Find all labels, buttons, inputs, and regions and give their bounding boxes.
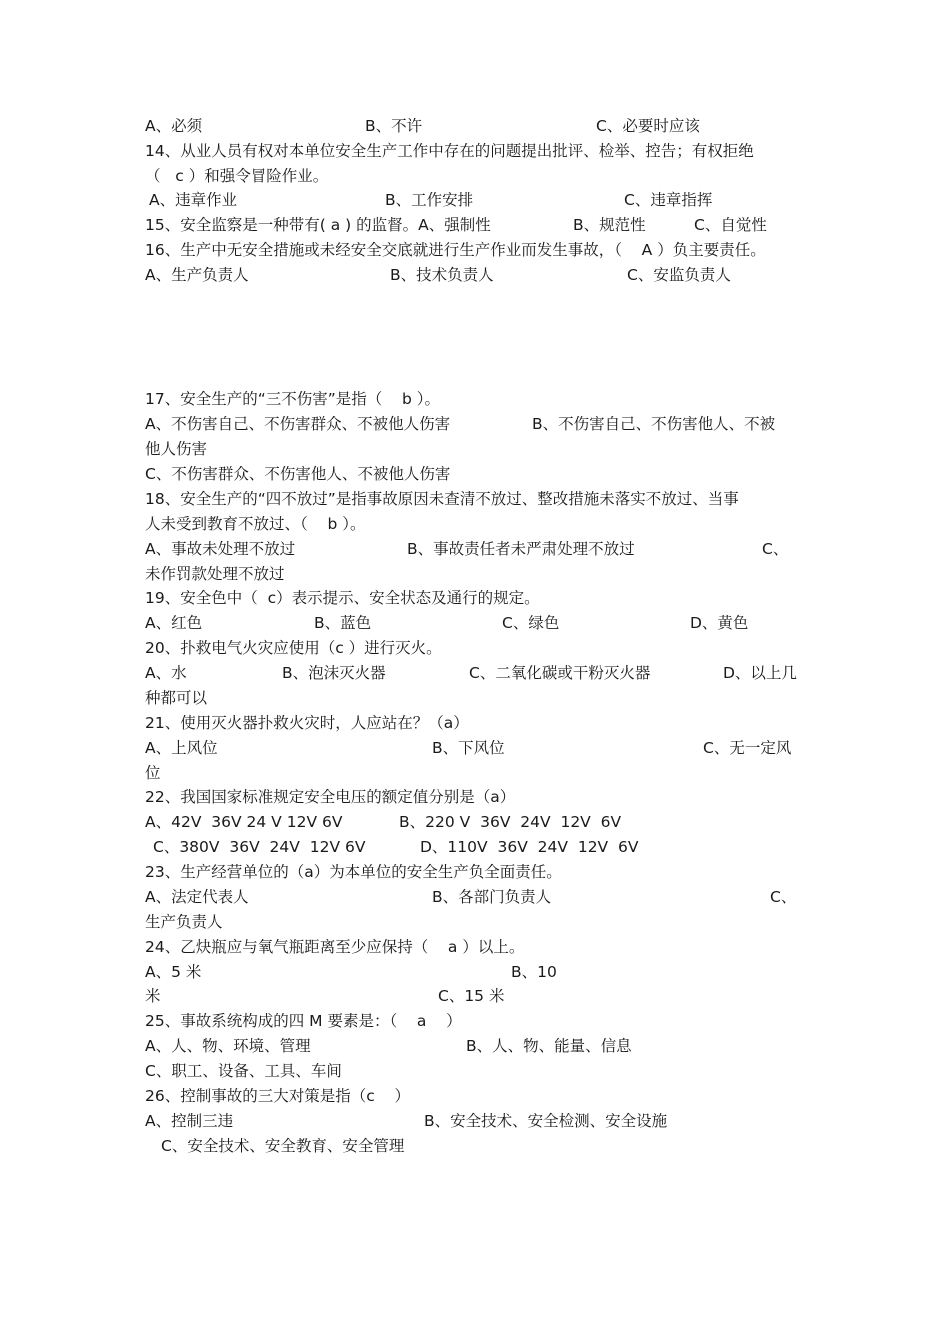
text-segment: C、绿色 (502, 614, 560, 632)
text-line (0, 611, 950, 636)
text-line (0, 213, 950, 238)
text-line (0, 835, 950, 860)
text-segment: B、10 (511, 963, 557, 981)
text-segment: （ c ）和强令冒险作业。 (145, 167, 329, 185)
text-segment: D、以上几 (723, 664, 797, 682)
text-segment: 生产负责人 (145, 913, 223, 931)
text-segment: 23、生产经营单位的（a）为本单位的安全生产负全面责任。 (145, 863, 562, 881)
text-line (0, 1134, 950, 1159)
text-segment: 16、生产中无安全措施或未经安全交底就进行生产作业而发生事故，（ A ）负主要责任。 (145, 241, 766, 259)
text-segment: C、不伤害群众、不伤害他人、不被他人伤害 (145, 465, 451, 483)
text-segment: A、不伤害自己、不伤害群众、不被他人伤害 (145, 415, 451, 433)
text-segment: 未作罚款处理不放过 (145, 565, 285, 583)
text-line (0, 263, 950, 288)
text-segment: A、水 (145, 664, 187, 682)
text-line (0, 1084, 950, 1109)
text-line (0, 910, 950, 935)
text-segment: 25、事故系统构成的四 M 要素是：（ a ） (145, 1012, 462, 1030)
text-segment: C、必要时应该 (596, 117, 700, 135)
text-line (0, 785, 950, 810)
text-segment: B、规范性 (573, 216, 646, 234)
text-segment: 米 (145, 987, 161, 1005)
text-segment: 26、控制事故的三大对策是指（c ） (145, 1087, 410, 1105)
text-segment: 他人伤害 (145, 440, 208, 458)
text-segment: A、控制三违 (145, 1112, 234, 1130)
text-segment: A、红色 (145, 614, 203, 632)
text-line (0, 960, 950, 985)
text-segment: C、二氧化碳或干粉灭火器 (469, 664, 651, 682)
text-segment: C、职工、设备、工具、车间 (145, 1062, 342, 1080)
text-segment: 18、安全生产的“四不放过”是指事故原因未查清不放过、整改措施未落实不放过、当事 (145, 490, 739, 508)
text-line (0, 636, 950, 661)
text-segment: B、220 V 36V 24V 12V 6V (399, 813, 622, 831)
text-line (0, 512, 950, 537)
text-segment: C、无一定风 (703, 739, 792, 757)
text-line (0, 661, 950, 686)
text-segment: C、380V 36V 24V 12V 6V (153, 838, 366, 856)
text-segment: B、事故责任者未严肃处理不放过 (407, 540, 635, 558)
text-segment: B、工作安排 (385, 191, 474, 209)
text-segment: A、42V 36V 24 V 12V 6V (145, 813, 343, 831)
text-segment: D、黄色 (690, 614, 749, 632)
text-line (0, 487, 950, 512)
text-segment: B、技术负责人 (390, 266, 494, 284)
text-segment: C、 (762, 540, 789, 558)
text-line (0, 711, 950, 736)
text-segment: 24、乙炔瓶应与氧气瓶距离至少应保持（ a ）以上。 (145, 938, 525, 956)
text-segment: A、上风位 (145, 739, 218, 757)
text-segment: A、人、物、环境、管理 (145, 1037, 311, 1055)
text-segment: B、人、物、能量、信息 (466, 1037, 632, 1055)
text-line (0, 238, 950, 263)
text-line (0, 1009, 950, 1034)
text-line (0, 537, 950, 562)
text-segment: C、15 米 (438, 987, 505, 1005)
text-line (0, 1109, 950, 1134)
text-line (0, 761, 950, 786)
text-segment: A、生产负责人 (145, 266, 249, 284)
text-segment: 位 (145, 764, 161, 782)
text-segment: A、事故未处理不放过 (145, 540, 296, 558)
text-segment: A、法定代表人 (145, 888, 249, 906)
text-line (0, 139, 950, 164)
text-line (0, 188, 950, 213)
text-segment: A、5 米 (145, 963, 202, 981)
text-segment: A、违章作业 (149, 191, 238, 209)
text-segment: B、各部门负责人 (432, 888, 552, 906)
text-segment: C、安监负责人 (627, 266, 731, 284)
text-line (0, 387, 950, 412)
text-segment: 人未受到教育不放过、（ b ）。 (145, 515, 366, 533)
text-line (0, 686, 950, 711)
text-segment: 种都可以 (145, 689, 208, 707)
text-segment: 14、从业人员有权对本单位安全生产工作中存在的问题提出批评、检举、控告；有权拒绝 (145, 142, 754, 160)
text-line (0, 562, 950, 587)
text-segment: B、不伤害自己、不伤害他人、不被 (532, 415, 776, 433)
text-segment: B、安全技术、安全检测、安全设施 (424, 1112, 668, 1130)
text-segment: A、必须 (145, 117, 203, 135)
text-line (0, 984, 950, 1009)
text-segment: 17、安全生产的“三不伤害”是指（ b ）。 (145, 390, 441, 408)
text-segment: C、 (770, 888, 797, 906)
text-line (0, 885, 950, 910)
text-line (0, 810, 950, 835)
text-line (0, 586, 950, 611)
text-segment: B、泡沫灭火器 (282, 664, 386, 682)
text-segment: C、自觉性 (694, 216, 767, 234)
text-segment: C、违章指挥 (624, 191, 713, 209)
text-segment: B、不许 (365, 117, 423, 135)
text-segment: 20、扑救电气火灾应使用（c ）进行灭火。 (145, 639, 442, 657)
text-segment: D、110V 36V 24V 12V 6V (420, 838, 639, 856)
text-segment: C、安全技术、安全教育、安全管理 (161, 1137, 405, 1155)
text-segment: 22、我国国家标准规定安全电压的额定值分别是（a） (145, 788, 516, 806)
text-segment: 19、安全色中（ c）表示提示、安全状态及通行的规定。 (145, 589, 540, 607)
text-line (0, 437, 950, 462)
text-line (0, 412, 950, 437)
text-segment: B、下风位 (432, 739, 505, 757)
text-segment: B、蓝色 (314, 614, 372, 632)
text-line (0, 114, 950, 139)
text-line (0, 736, 950, 761)
text-segment: 15、安全监察是一种带有( a ) 的监督。A、强制性 (145, 216, 491, 234)
text-line (0, 1059, 950, 1084)
text-line (0, 1034, 950, 1059)
text-line (0, 935, 950, 960)
text-line (0, 462, 950, 487)
text-line (0, 860, 950, 885)
text-line (0, 164, 950, 189)
text-segment: 21、使用灭火器扑救火灾时，人应站在？（a） (145, 714, 469, 732)
